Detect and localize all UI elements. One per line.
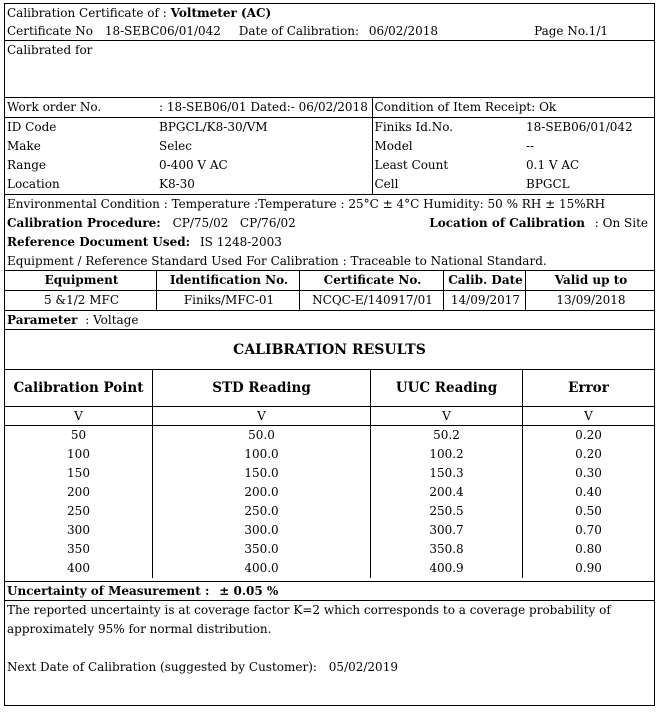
calibration-point-cell: 250 <box>5 502 153 521</box>
parameter-label: Parameter <box>7 313 78 327</box>
instrument-name: Voltmeter (AC) <box>170 6 272 20</box>
uuc-reading-cell: 100.2 <box>371 445 523 464</box>
coverage-note-line-1: The reported uncertainty is at coverage factor K=2 which corresponds to a coverage probability of <box>7 603 611 617</box>
equipment-table <box>4 270 655 311</box>
error-cell: 0.20 <box>523 445 655 464</box>
error-cell: 0.80 <box>523 540 655 559</box>
std-reading-cell: 100.0 <box>153 445 371 464</box>
error-cell: 0.90 <box>523 559 655 578</box>
next-date-label: Next Date of Calibration (suggested by Customer): <box>7 660 317 674</box>
std-reading-cell: 250.0 <box>153 502 371 521</box>
detail-row <box>5 137 654 156</box>
results-body <box>5 407 655 579</box>
error-cell: 0.20 <box>523 426 655 446</box>
error-cell: 0.50 <box>523 502 655 521</box>
equipment-header: Equipment <box>5 271 157 291</box>
uuc-reading-header: UUC Reading <box>371 370 523 407</box>
results-header-row <box>5 370 655 407</box>
reference-value: IS 1248-2003 <box>199 235 282 249</box>
calibration-point-cell: 100 <box>5 445 153 464</box>
result-row <box>5 464 655 483</box>
uncertainty-line <box>5 582 654 601</box>
header <box>5 4 654 41</box>
make-value: Selec <box>159 139 192 153</box>
uuc-reading-cell: 150.3 <box>371 464 523 483</box>
result-row <box>5 540 655 559</box>
detail-row <box>5 175 654 194</box>
unit-cell: V <box>371 407 523 426</box>
uuc-reading-cell: 350.8 <box>371 540 523 559</box>
identification-header: Identification No. <box>157 271 300 291</box>
location-label: Location <box>7 177 60 191</box>
calibrated-for <box>5 41 654 98</box>
model-label: Model <box>372 137 524 156</box>
std-reading-cell: 150.0 <box>153 464 371 483</box>
next-date-line <box>5 658 654 677</box>
location-value: K8-30 <box>159 177 195 191</box>
result-row <box>5 502 655 521</box>
make-label: Make <box>7 139 41 153</box>
error-cell: 0.40 <box>523 483 655 502</box>
certificate-no: NCQC-E/140917/01 <box>300 291 444 311</box>
std-reading-cell: 300.0 <box>153 521 371 540</box>
calibrated-for-label: Calibrated for <box>7 43 93 57</box>
least-count-label: Least Count <box>372 156 524 175</box>
procedure-label: Calibration Procedure: <box>7 216 161 230</box>
uncertainty-label: Uncertainty of Measurement : <box>7 584 210 598</box>
uncertainty-value: ± 0.05 % <box>219 584 279 598</box>
cert-no: 18-SEBC06/01/042 <box>104 24 221 38</box>
calibration-point-header: Calibration Point <box>5 370 153 407</box>
cell-label: Cell <box>372 175 524 194</box>
work-order-row <box>5 98 654 118</box>
units-row <box>5 407 655 426</box>
procedure-line <box>5 214 654 233</box>
certificate <box>4 3 655 706</box>
calibration-point-cell: 350 <box>5 540 153 559</box>
finiks-id-value: 18-SEB06/01/042 <box>526 120 633 134</box>
equipment-line: Equipment / Reference Standard Used For Calibration : Traceable to National Standard. <box>7 254 547 268</box>
uuc-reading-cell: 50.2 <box>371 426 523 446</box>
reference-line <box>5 233 654 252</box>
parameter-line <box>5 311 654 330</box>
calibration-point-cell: 300 <box>5 521 153 540</box>
finiks-id-label: Finiks Id.No. <box>372 118 524 138</box>
next-date-value: 05/02/2019 <box>328 660 398 674</box>
result-row <box>5 483 655 502</box>
result-row <box>5 521 655 540</box>
calib-date-header: Calib. Date <box>444 271 526 291</box>
valid-up-to-header: Valid up to <box>526 271 655 291</box>
uuc-reading-cell: 250.5 <box>371 502 523 521</box>
results-table <box>4 369 655 578</box>
least-count-value: 0.1 V AC <box>526 158 580 172</box>
conditions-block <box>5 195 654 311</box>
id-code-value: BPGCL/K8-30/VM <box>159 120 268 134</box>
cert-no-label: Certificate No <box>7 24 94 38</box>
procedure-value: CP/75/02 CP/76/02 <box>172 216 296 230</box>
certificate-header: Certificate No. <box>300 271 444 291</box>
identification-no: Finiks/MFC-01 <box>157 291 300 311</box>
calibration-point-cell: 200 <box>5 483 153 502</box>
parameter-value: : Voltage <box>85 313 139 327</box>
model-value: -- <box>526 139 535 153</box>
std-reading-header: STD Reading <box>153 370 371 407</box>
equipment-name: 5 &1/2 MFC <box>5 291 157 311</box>
location-of-calibration-label: Location of Calibration <box>429 216 585 230</box>
id-code-label: ID Code <box>7 120 57 134</box>
error-cell: 0.30 <box>523 464 655 483</box>
result-row <box>5 445 655 464</box>
calibration-point-cell: 150 <box>5 464 153 483</box>
calibration-point-cell: 400 <box>5 559 153 578</box>
cell-value: BPGCL <box>526 177 570 191</box>
std-reading-cell: 50.0 <box>153 426 371 446</box>
details-table <box>5 98 654 194</box>
calibration-point-cell: 50 <box>5 426 153 446</box>
cert-no-line <box>5 22 654 40</box>
std-reading-cell: 200.0 <box>153 483 371 502</box>
unit-cell: V <box>153 407 371 426</box>
cert-label: Calibration Certificate of : <box>7 6 167 20</box>
details-block <box>5 98 654 195</box>
detail-row <box>5 118 654 138</box>
result-row <box>5 426 655 446</box>
results-title: CALIBRATION RESULTS <box>233 342 426 358</box>
std-reading-cell: 400.0 <box>153 559 371 578</box>
error-cell: 0.70 <box>523 521 655 540</box>
location-of-calibration <box>429 214 648 233</box>
unit-cell: V <box>523 407 655 426</box>
calibration-date: 06/02/2018 <box>368 24 438 38</box>
reference-label: Reference Document Used: <box>7 235 191 249</box>
date-label: Date of Calibration: <box>238 24 359 38</box>
results-block <box>5 330 654 582</box>
detail-row <box>5 156 654 175</box>
environment-condition: Environmental Condition : Temperature :Temperature : 25°C ± 4°C Humidity: 50 % RH ± 15%RH <box>7 197 606 211</box>
uuc-reading-cell: 400.9 <box>371 559 523 578</box>
location-of-calibration-value: : On Site <box>594 216 648 230</box>
footer <box>5 601 654 705</box>
result-row <box>5 559 655 578</box>
unit-cell: V <box>5 407 153 426</box>
equipment-row <box>5 291 655 311</box>
coverage-note-line-2: approximately 95% for normal distribution. <box>7 622 272 636</box>
uuc-reading-cell: 300.7 <box>371 521 523 540</box>
range-value: 0-400 V AC <box>159 158 228 172</box>
equipment-header-row <box>5 271 655 291</box>
calib-date: 14/09/2017 <box>444 291 526 311</box>
cert-title-line <box>5 4 654 22</box>
item-condition: Condition of Item Receipt: Ok <box>372 98 654 118</box>
work-order-value: : 18-SEB06/01 Dated:- 06/02/2018 <box>157 98 372 118</box>
std-reading-cell: 350.0 <box>153 540 371 559</box>
page-number: Page No.1/1 <box>534 24 608 38</box>
range-label: Range <box>7 158 46 172</box>
uuc-reading-cell: 200.4 <box>371 483 523 502</box>
valid-up-to: 13/09/2018 <box>526 291 655 311</box>
error-header: Error <box>523 370 655 407</box>
work-order-label: Work order No. <box>5 98 157 118</box>
